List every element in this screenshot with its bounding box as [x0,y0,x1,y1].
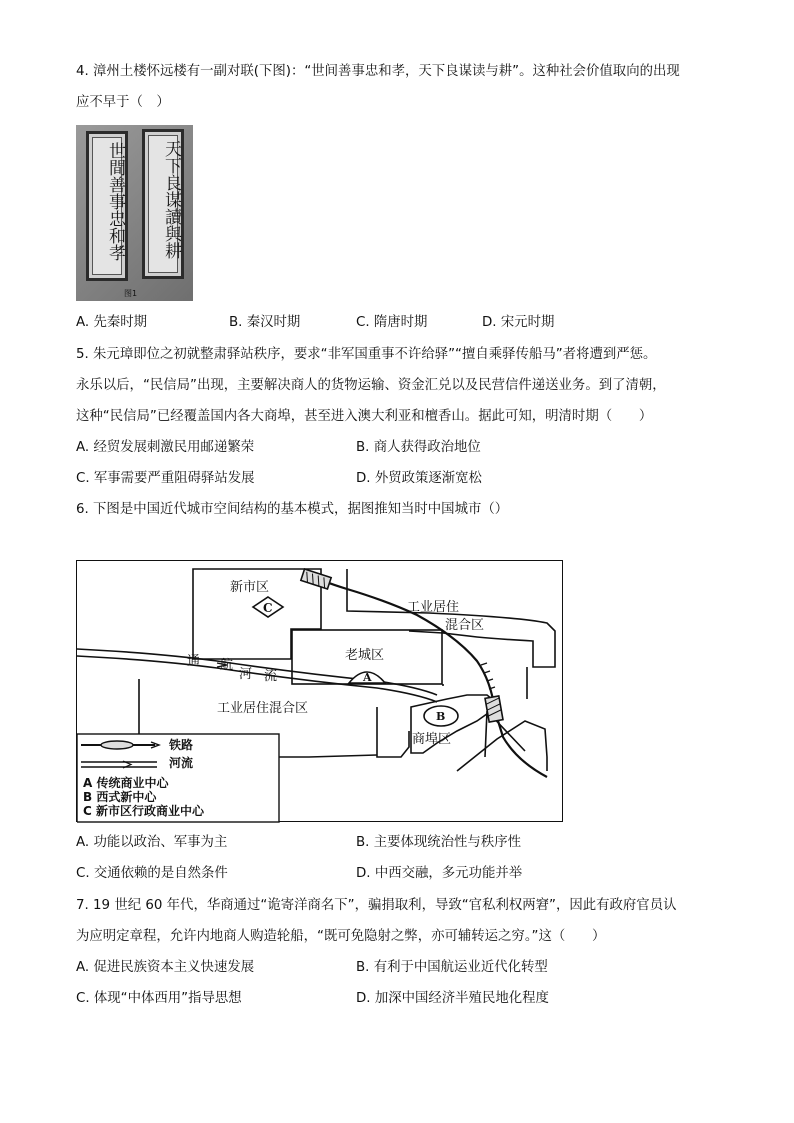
label-marker-b: B [436,710,446,723]
label-marker-c: C [263,601,273,615]
q7-stem-line2: 为应明定章程，允许内地商人购造轮船，“既可免隐射之弊，亦可辅转运之穷。”这（ ） [76,929,606,944]
city-structure-map [76,560,563,822]
q4-option-c[interactable]: C. 隋唐时期 [356,315,428,330]
q5-option-c[interactable]: C. 军事需要严重阻碍驿站发展 [76,471,255,486]
q7-option-c[interactable]: C. 体现“中体西用”指导思想 [76,991,242,1006]
q7-option-d[interactable]: D. 加深中国经济半殖民地化程度 [356,991,549,1006]
q5-option-d[interactable]: D. 外贸政策逐渐宽松 [356,471,482,486]
q5-option-b[interactable]: B. 商人获得政治地位 [356,440,481,455]
legend-river: 河流 [169,756,194,770]
q7-stem-line1: 7. 19 世纪 60 年代，华商通过“诡寄洋商名下”，骗捐取利，导致“官私利权两窘”，因此有政府官员认 [76,898,677,913]
label-old-city: 老城区 [345,648,385,663]
q4-option-b[interactable]: B. 秦汉时期 [229,315,301,330]
legend-c: C 新市区行政商业中心 [83,804,204,818]
q5-stem-line3: 这种“民信局”已经覆盖国内各大商埠，甚至进入澳大利亚和檀香山。据此可知，明清时期（ ） [76,409,653,424]
legend-a: A 传统商业中心 [83,776,169,790]
label-new-district: 新市区 [230,580,270,595]
couplet-right-scroll [142,129,184,279]
q6-option-c[interactable]: C. 交通依赖的是自然条件 [76,866,228,881]
label-river-1: 通 [187,654,201,669]
label-river-4: 流 [264,669,278,684]
label-industrial-top-2: 混合区 [445,618,485,633]
couplet-right-text: 天下良谋讀與耕 [161,140,181,259]
q4-option-d[interactable]: D. 宋元时期 [482,315,555,330]
legend-railway: 铁路 [169,738,194,752]
figure-caption: 图1 [124,289,138,298]
label-industrial-bottom: 工业居住混合区 [217,701,309,716]
couplet-left-scroll [86,131,128,281]
q4-option-a[interactable]: A. 先秦时期 [76,315,147,330]
q4-stem-line2: 应不早于（ ） [76,95,170,110]
q5-option-a[interactable]: A. 经贸发展刺激民用邮递繁荣 [76,440,255,455]
q6-option-b[interactable]: B. 主要体现统治性与秩序性 [356,835,521,850]
q6-stem-line1: 6. 下图是中国近代城市空间结构的基本模式，据图推知当时中国城市（） [76,502,509,517]
q7-option-b[interactable]: B. 有利于中国航运业近代化转型 [356,960,548,975]
q6-option-d[interactable]: D. 中西交融，多元功能并举 [356,866,523,881]
label-industrial-top-1: 工业居住 [407,600,460,615]
label-river-2: 航 [220,658,234,673]
couplet-left-text: 世間善事忠和孝 [105,142,125,261]
q6-option-a[interactable]: A. 功能以政治、军事为主 [76,835,228,850]
label-marker-a: A [363,671,372,684]
label-port-district: 商埠区 [412,732,452,747]
q4-stem-line1: 4. 漳州土楼怀远楼有一副对联(下图)：“世间善事忠和孝，天下良谋读与耕”。这种社会价值取向的出现 [76,64,680,79]
q5-stem-line1: 5. 朱元璋即位之初就整肃驿站秩序，要求“非军国重事不许给驿”“擅自乘驿传船马”者将遭到严惩。 [76,347,657,362]
couplet-photo [76,125,193,301]
legend-b: B 西式新中心 [83,790,157,804]
label-river-3: 河 [239,667,253,682]
q7-option-a[interactable]: A. 促进民族资本主义快速发展 [76,960,255,975]
q5-stem-line2: 永乐以后，“民信局”出现，主要解决商人的货物运输、资金汇兑以及民营信件递送业务。到了清朝， [76,378,666,393]
